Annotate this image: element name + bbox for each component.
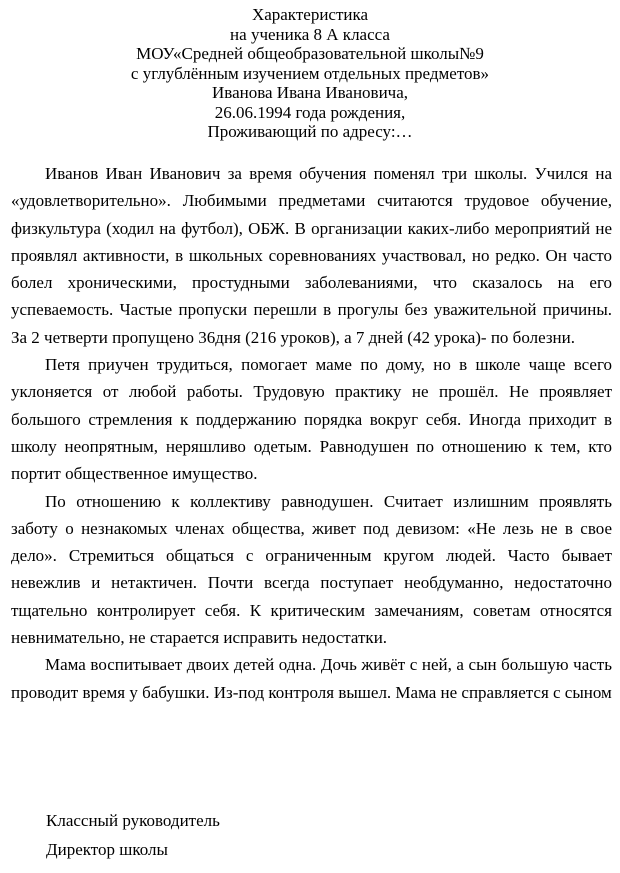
document-body [11,160,612,706]
header-school-name: МОУ«Средней общеобразовательной школы№9 [136,44,484,63]
signature-director: Директор школы [46,840,168,859]
document-title: Характеристика [251,5,369,24]
document-header [0,5,620,142]
header-student-name: Иванова Ивана Ивановича, [211,83,409,102]
header-student-class: на ученика 8 А класса [230,24,390,44]
signature-class-teacher: Классный руководитель [46,811,220,830]
paragraph-work: Петя приучен трудиться, помогает маме по дому, но в школе чаще всего уклоняется от любой работы. Трудовую практику не прошёл. Не проявляет большого стремления к поддержанию порядка вокруг себя. Иногда приходит в школу неопрятным, неряшливо одетым. Равнодушен по отношению к тем, кто портит общественное имущество. [11,355,612,484]
header-birth-date: 26.06.1994 года рождения, [214,102,406,122]
paragraph-social: По отношению к коллективу равнодушен. Считает излишним проявлять заботу о незнакомых членах общества, живет под девизом: «Не лезь не в свое дело». Стремиться общаться с ограниченным кругом людей. Часто бывает невежлив и нетактичен. Почти всегда поступает необдуманно, недостаточно тщательно контролирует себя. К критическим замечаниям, советам относятся невнимательно, не старается исправить недостатки. [11,491,612,648]
signature-block [46,806,220,864]
paragraph-family: Мама воспитывает двоих детей одна. Дочь живёт с ней, а сын большую часть проводит время у бабушки. Из-под контроля вышел. Мама не справляется с сыном [11,655,612,702]
header-address: Проживающий по адресу:… [207,122,413,141]
paragraph-academic: Иванов Иван Иванович за время обучения поменял три школы. Учился на «удовлетворительно». Любимыми предметами считаются трудовое обучение, физкультура (ходил на футбол), ОБЖ. В организации каких-либо мероприятий не проявлял активности, в школьных соревнованиях участвовал, но редко. Он часто болел хроническими, простудными заболеваниями, что сказалось на его успеваемость. Частые пропуски перешли в прогулы без уважительной причины. За 2 четверти пропущено 36дня (216 уроков), а 7 дней (42 урока)- по болезни. [11,164,612,347]
header-school-profile: с углублённым изучением отдельных предметов» [130,63,490,83]
